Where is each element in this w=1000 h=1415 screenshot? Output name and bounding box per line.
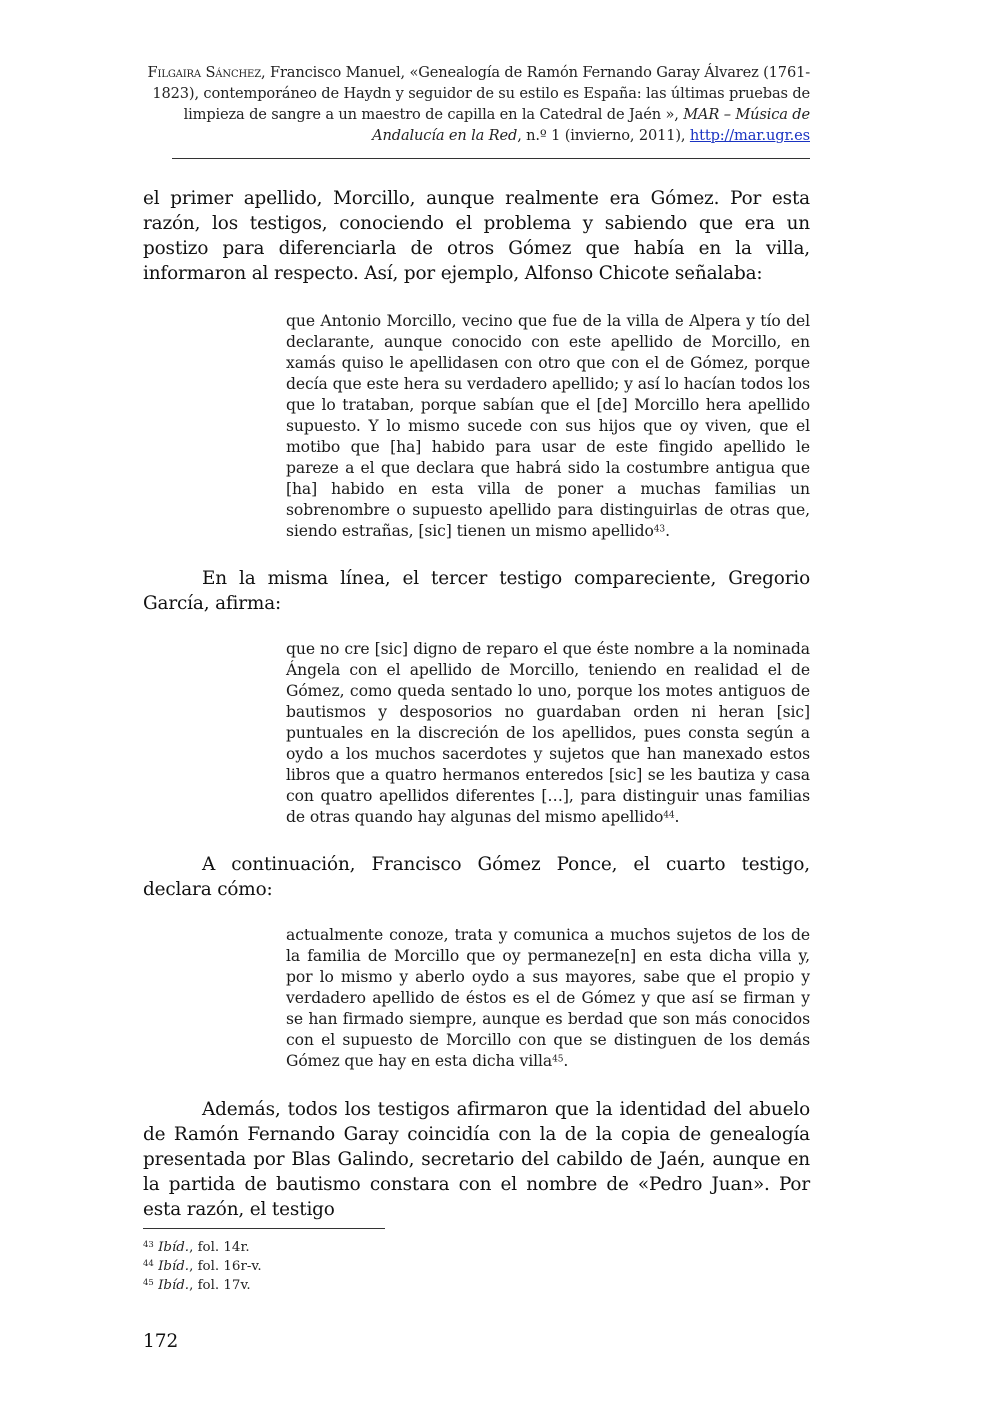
footnote-number: 45 — [143, 1277, 154, 1288]
running-header-citation — [143, 62, 810, 146]
header-issue: , n.º 1 (invierno, 2011), — [517, 127, 690, 144]
quote-1-text: que Antonio Morcillo, vecino que fue de la villa de Alpera y tío del declarante, aunque conocido con este apellido de Morcillo, en xamás quiso le apellidasen con otro que con el de Gómez, porque decía que este hera su verdadero apellido; y así lo hacían todos los que lo trataban, porque sabían que el [de] Morcillo hera apellido supuesto. Y lo mismo sucede con sus hijos que oy viven, que el motibo que [ha] habido para usar de este fingido apellido le pareze a el que declara que habrá sido la costumbre antigua que [ha] habido en esta villa de poner a muchas familias un sobrenombre o supuesto apellido para distinguirlas de otras que, siendo estrañas, [sic] tienen un mismo apellido — [286, 312, 810, 540]
block-quote-3: actualmente conoze, trata y comunica a muchos sujetos de los de la familia de Morcillo que oy permaneze[n] en esta dicha villa y, por lo mismo y aberlo oydo a sus mayores, sabe que el propio y verdadero apellido de éstos es el de Gómez y que así se firman y se han firmado siempre, aunque es berdad que son más conocidos con el supuesto de Morcillo con que se distinguen de los demás Gómez que hay en esta dicha villa$^{45}$. — [286, 926, 810, 1070]
footnote-divider — [143, 1228, 385, 1229]
footnote-43 — [143, 1238, 262, 1257]
block-quote-1: que Antonio Morcillo, vecino que fue de la villa de Alpera y tío del declarante, aunque conocido con este apellido de Morcillo, en xamás quiso le apellidasen con otro que con el de Gómez, porque decía que este hera su verdadero apellido; y así lo hacían todos los que lo trataban, porque sabían que el [de] Morcillo hera apellido supuesto. Y lo mismo sucede con sus hijos que oy viven, que el motibo que [ha] habido para usar de este fingido apellido le pareze a el que declara que habrá sido la costumbre antigua que [ha] habido en esta villa de poner a muchas familias un sobrenombre o supuesto apellido para distinguirlas de otras que, siendo estrañas, [sic] tienen un mismo apellido$^{43}$. — [286, 312, 810, 540]
footnote-number: 43 — [143, 1239, 154, 1250]
footnote-number: 44 — [143, 1258, 154, 1269]
body-paragraph-1: el primer apellido, Morcillo, aunque realmente era Gómez. Por esta razón, los testigos, conociendo el problema y sabiendo que era un postizo para diferenciarla de otros Gómez que había en la villa, informaron al respecto. Así, por ejemplo, Alfonso Chicote señalaba: — [143, 188, 810, 284]
quote-2-text: que no cre [sic] digno de reparo el que éste nombre a la nominada Ángela con el apellido de Morcillo, teniendo en realidad el de Gómez, como queda sentado lo uno, porque los motes antiguos de bautismos y desposorios no guardaban orden ni heran [sic] puntuales en la discreción de los apellidos, pues consta según a oydo a los muchos sacerdotes y sujetos que han manexado estos libros que a quatro hermanos enteredos [sic] se les bautiza y casa con quatro apellidos diferentes […], para distinguir unas familias de otras quando hay algunas del mismo apellido — [286, 640, 810, 826]
quote-3-text: actualmente conoze, trata y comunica a muchos sujetos de los de la familia de Morcillo que oy permaneze[n] en esta dicha villa y, por lo mismo y aberlo oydo a sus mayores, sabe que el propio y verdadero apellido de éstos es el de Gómez y que así se firman y se han firmado siempre, aunque es berdad que son más conocidos con el supuesto de Morcillo con que se distinguen de los demás Gómez que hay en esta dicha villa — [286, 926, 810, 1070]
footnote-ref-text: , fol. 16r-v. — [189, 1259, 262, 1274]
body-paragraph-4: Además, todos los testigos afirmaron que la identidad del abuelo de Ramón Fernando Garay coincidía con la de la copia de genealogía presentada por Blas Galindo, secretario del cabildo de Jaén, aunque en la partida de bautismo constara con el nombre de «Pedro Juan». Por esta razón, el testigo — [143, 1099, 810, 1220]
header-journal: MAR – Música de Andalucía en la Red — [372, 106, 810, 144]
footnote-ref-text: , fol. 14r. — [189, 1240, 250, 1255]
body-paragraph-2: En la misma línea, el tercer testigo compareciente, Gregorio García, afirma: — [143, 568, 810, 614]
footnote-44 — [143, 1257, 262, 1276]
footnote-ref-44[interactable]: 44 — [663, 810, 675, 821]
header-url-link[interactable]: http://mar.ugr.es — [689, 127, 810, 144]
page-number: 172 — [143, 1331, 179, 1352]
footnote-ref-text: , fol. 17v. — [189, 1278, 251, 1293]
footnotes — [143, 1238, 262, 1295]
header-citation-text: , Francisco Manuel, «Genealogía de Ramón Fernando Garay Álvarez (1761-1823), contemporáneo de Haydn y seguidor de su estilo es España: las últimas pruebas de limpieza de sangre a un maestro de capilla en la Catedral de Jaén », — [152, 64, 810, 123]
header-author: Filgaira Sánchez — [147, 64, 262, 81]
header-divider — [172, 158, 810, 159]
block-quote-2: que no cre [sic] digno de reparo el que éste nombre a la nominada Ángela con el apellido de Morcillo, teniendo en realidad el de Gómez, como queda sentado lo uno, porque los motes antiguos de bautismos y desposorios no guardaban orden ni heran [sic] puntuales en la discreción de los apellidos, pues consta según a oydo a los muchos sacerdotes y sujetos que han manexado estos libros que a quatro hermanos enteredos [sic] se les bautiza y casa con quatro apellidos diferentes […], para distinguir unas familias de otras quando hay algunas del mismo apellido$^{44}$. — [286, 640, 810, 826]
body-paragraph-3: A continuación, Francisco Gómez Ponce, el cuarto testigo, declara cómo: — [143, 854, 810, 900]
footnote-ibid: Ibíd. — [158, 1278, 190, 1293]
footnote-ibid: Ibíd. — [158, 1240, 190, 1255]
footnote-ibid: Ibíd. — [158, 1259, 190, 1274]
footnote-ref-43[interactable]: 43 — [653, 524, 666, 535]
footnote-45 — [143, 1276, 262, 1295]
footnote-ref-45[interactable]: 45 — [552, 1054, 564, 1065]
